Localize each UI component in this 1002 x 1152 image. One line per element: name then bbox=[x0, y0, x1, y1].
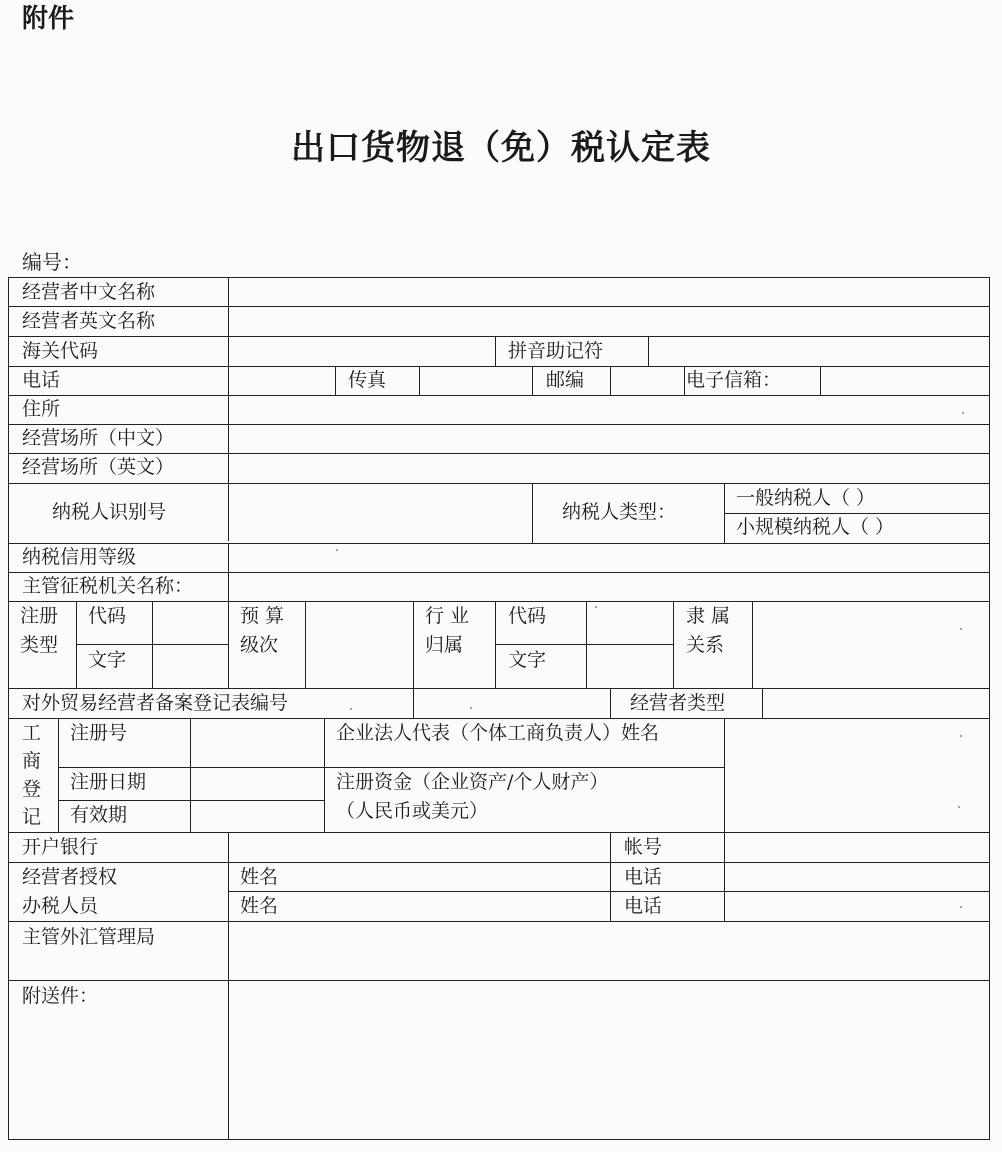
label-postcode: 邮编 bbox=[546, 369, 585, 391]
row-line bbox=[8, 921, 990, 922]
row-line bbox=[8, 718, 990, 719]
col-line bbox=[724, 832, 725, 921]
label-enclosures: 附送件： bbox=[22, 985, 99, 1007]
border-left bbox=[8, 277, 9, 1139]
col-line bbox=[228, 601, 229, 688]
label-industry-2: 归属 bbox=[425, 634, 464, 656]
label-cn-name: 经营者中文名称 bbox=[22, 281, 156, 303]
row-line bbox=[228, 891, 990, 892]
col-line bbox=[752, 601, 753, 688]
scan-speck bbox=[960, 906, 962, 908]
label-email: 电子信箱： bbox=[686, 369, 782, 391]
label-name-2: 姓名 bbox=[240, 895, 279, 917]
col-line bbox=[724, 718, 725, 832]
row-line bbox=[8, 306, 990, 307]
label-reg-no: 注册号 bbox=[70, 722, 128, 744]
row-line bbox=[724, 513, 990, 514]
label-reg-date: 注册日期 bbox=[70, 771, 147, 793]
label-affiliation-1: 隶 属 bbox=[686, 605, 731, 627]
col-line bbox=[610, 366, 611, 395]
col-line bbox=[673, 601, 674, 688]
scan-speck bbox=[595, 606, 597, 608]
label-reg-capital: 注册资金（企业资产/个人财产） bbox=[336, 771, 609, 793]
col-line bbox=[532, 366, 533, 395]
col-line bbox=[228, 832, 229, 1140]
border-bottom bbox=[8, 1139, 990, 1140]
col-line bbox=[190, 718, 191, 832]
row-line bbox=[8, 980, 990, 981]
row-line bbox=[8, 572, 990, 573]
label-phone: 电话 bbox=[22, 369, 61, 391]
col-line bbox=[419, 366, 420, 395]
label-biz-reg-2: 商 bbox=[22, 750, 42, 772]
label-site-cn: 经营场所（中文） bbox=[22, 427, 175, 449]
col-line bbox=[76, 601, 77, 688]
border-top bbox=[8, 277, 990, 278]
label-bank: 开户银行 bbox=[22, 836, 99, 858]
label-tax-authority: 主管征税机关名称： bbox=[22, 575, 194, 597]
col-line bbox=[586, 601, 587, 688]
row-line bbox=[8, 543, 990, 544]
label-telephone-1: 电话 bbox=[624, 866, 663, 888]
label-telephone-2: 电话 bbox=[624, 895, 663, 917]
label-site-en: 经营场所（英文） bbox=[22, 456, 175, 478]
row-line bbox=[8, 424, 990, 425]
label-en-name: 经营者英文名称 bbox=[22, 310, 156, 332]
scan-speck bbox=[962, 412, 964, 414]
label-industry-1: 行 业 bbox=[425, 605, 470, 627]
label-credit-level: 纳税信用等级 bbox=[22, 546, 137, 568]
row-line bbox=[58, 800, 324, 801]
label-small-taxpayer: 小规模纳税人（ ） bbox=[736, 516, 895, 538]
row-line bbox=[8, 601, 990, 602]
document-title: 出口货物退（免）税认定表 bbox=[291, 128, 711, 168]
row-line bbox=[58, 767, 724, 768]
col-line bbox=[610, 688, 611, 718]
label-valid-period: 有效期 bbox=[70, 804, 128, 826]
row-line bbox=[8, 832, 990, 833]
row-line bbox=[495, 644, 673, 645]
label-reg-code: 代码 bbox=[88, 605, 127, 627]
label-taxpayer-type: 纳税人类型： bbox=[562, 501, 677, 523]
col-line bbox=[495, 601, 496, 688]
row-line bbox=[8, 483, 990, 484]
row-line bbox=[8, 336, 990, 337]
scan-speck bbox=[336, 549, 338, 551]
label-forex-bureau: 主管外汇管理局 bbox=[22, 926, 156, 948]
label-biz-reg-4: 记 bbox=[22, 806, 42, 828]
label-currency: （人民币或美元） bbox=[336, 800, 489, 822]
col-line bbox=[413, 601, 414, 718]
label-address: 住所 bbox=[22, 398, 61, 420]
label-customs-code: 海关代码 bbox=[22, 340, 99, 362]
scan-speck bbox=[960, 628, 962, 630]
label-trade-record-no: 对外贸易经营者备案登记表编号 bbox=[22, 692, 289, 714]
label-budget-1: 预 算 bbox=[240, 605, 285, 627]
col-line bbox=[152, 601, 153, 688]
label-general-taxpayer: 一般纳税人（ ） bbox=[736, 487, 876, 509]
label-biz-reg-1: 工 bbox=[22, 722, 42, 744]
col-line bbox=[532, 483, 533, 543]
col-line bbox=[228, 277, 229, 541]
scan-speck bbox=[958, 806, 960, 808]
col-line bbox=[228, 543, 229, 601]
border-right bbox=[989, 277, 990, 1139]
label-affiliation-2: 关系 bbox=[686, 634, 725, 656]
number-label: 编号： bbox=[22, 250, 82, 274]
row-line bbox=[8, 688, 990, 689]
label-reg-text: 文字 bbox=[88, 649, 127, 671]
col-line bbox=[648, 336, 649, 366]
col-line bbox=[820, 366, 821, 395]
col-line bbox=[335, 366, 336, 395]
label-fax: 传真 bbox=[348, 369, 387, 391]
col-line bbox=[610, 832, 611, 921]
label-reg-type-2: 类型 bbox=[20, 634, 59, 656]
label-reg-type-1: 注册 bbox=[20, 605, 59, 627]
col-line bbox=[684, 366, 685, 395]
label-biz-reg-3: 登 bbox=[22, 778, 42, 800]
label-operator-type: 经营者类型 bbox=[630, 692, 726, 714]
col-line bbox=[58, 718, 59, 832]
label-account-no: 帐号 bbox=[624, 836, 663, 858]
label-name-1: 姓名 bbox=[240, 866, 279, 888]
attachment-label: 附件 bbox=[22, 4, 75, 34]
label-industry-code: 代码 bbox=[508, 605, 547, 627]
label-authorized-1: 经营者授权 bbox=[22, 866, 118, 888]
col-line bbox=[305, 601, 306, 688]
label-authorized-2: 办税人员 bbox=[22, 895, 99, 917]
row-line bbox=[8, 366, 990, 367]
scan-speck bbox=[350, 708, 352, 710]
col-line bbox=[724, 483, 725, 543]
row-line bbox=[8, 453, 990, 454]
scan-speck bbox=[960, 735, 962, 737]
label-pinyin-code: 拼音助记符 bbox=[508, 340, 604, 362]
scan-speck bbox=[470, 707, 472, 709]
row-line bbox=[8, 862, 990, 863]
label-industry-text: 文字 bbox=[508, 649, 547, 671]
col-line bbox=[762, 688, 763, 718]
col-line bbox=[324, 718, 325, 832]
label-legal-rep: 企业法人代表（个体工商负责人）姓名 bbox=[336, 722, 660, 744]
label-taxpayer-id: 纳税人识别号 bbox=[52, 501, 167, 523]
col-line bbox=[495, 336, 496, 366]
row-line bbox=[8, 395, 990, 396]
label-budget-2: 级次 bbox=[240, 634, 279, 656]
